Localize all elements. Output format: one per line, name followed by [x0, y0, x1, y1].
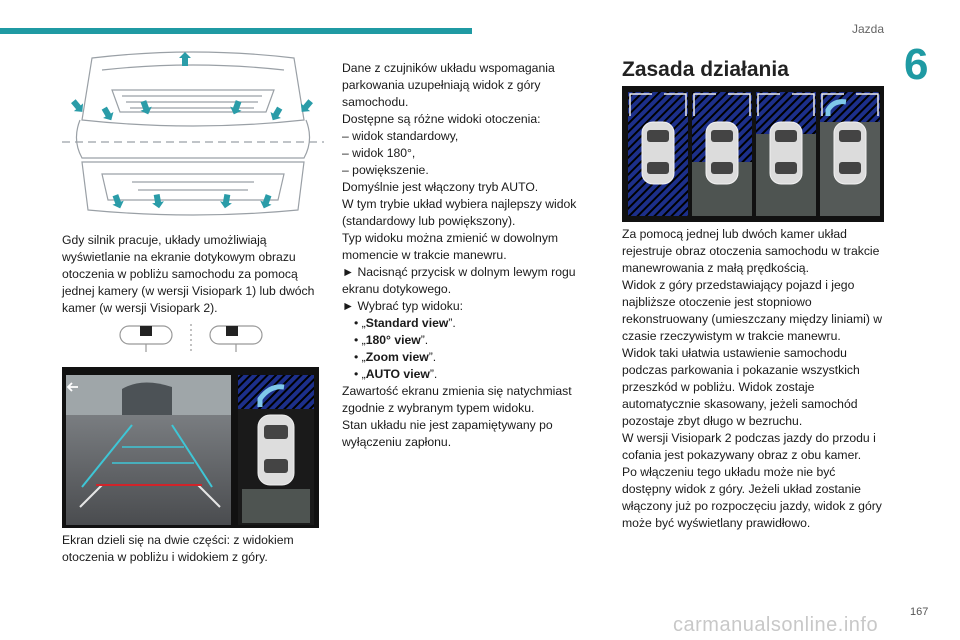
text-line: – widok standardowy, — [342, 129, 459, 143]
top-accent-bar — [0, 28, 472, 34]
principle-section — [622, 226, 888, 532]
text-line: Widok taki ułatwia ustawienie samochodu podczas parkowania i pokazanie wszystkich przeszkód w pobliżu. Widok zostaje automatycznie skasowany, jeżeli samochód pozostaje zbyt długo w bezruchu. — [622, 346, 860, 428]
text-line: W wersji Visiopark 2 podczas jazdy do przodu i cofania jest pokazywany obraz z obu kamer. — [622, 431, 876, 462]
view-option: • „Zoom view”. — [354, 350, 437, 364]
view-option: • „AUTO view”. — [354, 367, 438, 381]
top-view-sequence-image — [622, 86, 884, 222]
view-types-section — [342, 60, 592, 451]
view-option: • „Standard view”. — [354, 316, 456, 330]
section-title: Jazda — [852, 22, 885, 36]
intro-paragraph: Gdy silnik pracuje, układy umożliwiają wyświetlanie na ekranie dotykowym obrazu otoczenia w pobliżu samochodu za pomocą jednej kamery (w wersji Visiopark 1) lub dwóch kamer (w wersji Visiopark 2). — [62, 233, 315, 315]
mirror-camera-icon — [118, 320, 268, 356]
text-line: ► Wybrać typ widoku: — [342, 299, 464, 313]
car-front-diagram-icon — [62, 50, 324, 226]
chapter-number: 6 — [904, 40, 929, 89]
camera-view-icon — [62, 367, 319, 528]
text-line: Typ widoku można zmienić w dowolnym momencie w trakcie manewru. — [342, 231, 559, 262]
text-line: Domyślnie jest włączony tryb AUTO. — [342, 180, 539, 194]
text-line: Dostępne są różne widoki otoczenia: — [342, 112, 541, 126]
page-number: 167 — [910, 606, 929, 618]
text-line: Za pomocą jednej lub dwóch kamer układ rejestruje obraz otoczenia samochodu w trakcie manewrowania z małą prędkością. — [622, 227, 880, 275]
view-option: • „180° view”. — [354, 333, 429, 347]
section-heading: Zasada działania — [622, 58, 789, 81]
text-line: ► Nacisnąć przycisk w dolnym lewym rogu ekranu dotykowego. — [342, 265, 576, 296]
watermark: carmanualsonline.info — [673, 614, 879, 636]
text-line: Stan układu nie jest zapamiętywany po wyłączeniu zapłonu. — [342, 418, 553, 449]
text-line: Dane z czujników układu wspomagania parkowania uzupełniają widok z góry samochodu. — [342, 61, 555, 109]
text-line: Po włączeniu tego układu może nie być dostępny widok z góry. Jeżeli układ zostanie włączony już po rozpoczęciu jazdy, widok z góry może być wyświetlany prawidłowo. — [622, 465, 882, 530]
text-line: W tym trybie układ wybiera najlepszy widok (standardowy lub powiększony). — [342, 197, 577, 228]
screen-split-paragraph: Ekran dzieli się na dwie części: z widokiem otoczenia w pobliżu i widokiem z góry. — [62, 533, 294, 564]
text-line: Widok z góry przedstawiający pojazd i jego najbliższe otoczenie jest stopniowo rekonstruowany (umieszczany między liniami) w czasie rzeczywistym w trakcie manewru. — [622, 278, 883, 343]
text-line: – powiększenie. — [342, 163, 429, 177]
text-line: – widok 180°, — [342, 146, 416, 160]
text-line: Zawartość ekranu zmienia się natychmiast zgodnie z wybranym typem widoku. — [342, 384, 572, 415]
